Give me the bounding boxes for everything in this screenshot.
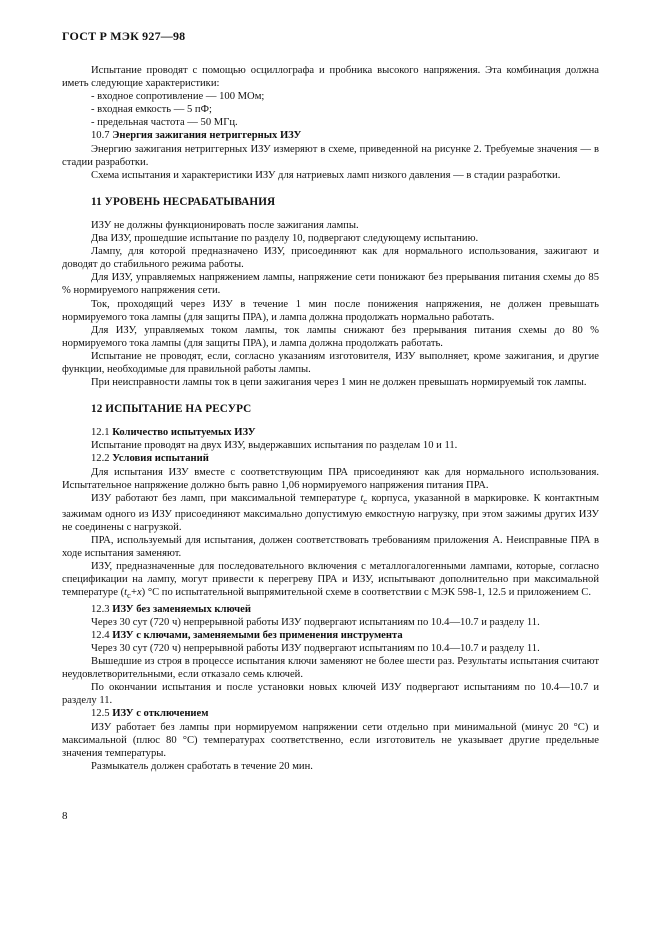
symbol-t: t — [360, 492, 364, 504]
subsection-title: ИЗУ без заменяемых ключей — [112, 603, 251, 615]
paragraph: Испытание не проводят, если, согласно указаниям изготовителя, ИЗУ выполняет, кроме зажигания, и другие функции, необходимые для правильной работы лампы. — [62, 350, 599, 375]
subsection-10-7-heading — [62, 129, 599, 142]
paragraph: Для ИЗУ, управляемых напряжением лампы, напряжение сети понижают без прерывания питания схемы до 85 % нормируемого напряжения сети. — [62, 272, 599, 297]
paragraph: Размыкатель должен сработать в течение 20 мин. — [91, 760, 313, 772]
subsection-12-3-heading — [62, 603, 599, 616]
subsection-title: Условия испытаний — [112, 453, 209, 465]
plus-sign: + — [130, 587, 137, 599]
symbol-t: t — [124, 587, 128, 599]
paragraph: Для испытания ИЗУ вместе с соответствующим ПРА присоединяют как для нормального использования. Испытательное напряжение должно быть равно 1,06 нормируемого напряжения питания ПРА. — [62, 466, 599, 491]
paragraph: Через 30 сут (720 ч) непрерывной работы ИЗУ подвергают испытаниям по 10.4—10.7 и разделу 11. — [91, 642, 540, 654]
subsection-title: Энергия зажигания нетриггерных ИЗУ — [112, 130, 302, 142]
subscript-c: c — [127, 590, 131, 601]
subsection-number: 12.1 — [91, 427, 110, 439]
subsection-12-2-heading — [62, 452, 599, 465]
standard-header: ГОСТ Р МЭК 927—98 — [62, 29, 186, 43]
paragraph: Ток, проходящий через ИЗУ в течение 1 мин после понижения напряжения, не должен превышать нормируемого тока лампы (для защиты ПРА), и лампа должна продолжать нормально работать. — [62, 298, 599, 323]
paragraph — [62, 560, 599, 602]
subscript-c: c — [363, 495, 368, 506]
paragraph: При неисправности лампы ток в цепи зажигания через 1 мин не должен превышать нормируемый ток лампы. — [91, 377, 587, 389]
paragraph: Через 30 сут (720 ч) непрерывной работы ИЗУ подвергают испытаниям по 10.4—10.7 и разделу 11. — [91, 616, 540, 628]
subsection-number: 10.7 — [91, 130, 110, 142]
paragraph: Два ИЗУ, прошедшие испытание по разделу 10, подвергают следующему испытанию. — [91, 233, 479, 245]
page-number: 8 — [62, 810, 68, 822]
subsection-number: 12.5 — [91, 708, 110, 720]
subsection-number: 12.2 — [91, 453, 110, 465]
subsection-title: ИЗУ с отключением — [112, 708, 209, 720]
paragraph: Для ИЗУ, управляемых током лампы, ток лампы снижают без прерывания питания схемы до 80 % нормируемого тока лампы (для защиты ПРА), и лампа должна продолжать работать. — [62, 324, 599, 349]
subsection-12-1-heading — [62, 426, 599, 439]
subsection-title: Количество испытуемых ИЗУ — [112, 427, 256, 439]
paragraph: Испытание проводят с помощью осциллографа и пробника высокого напряжения. Эта комбинация должна иметь следующие характеристики: — [62, 65, 599, 90]
text-run: ИЗУ работают без ламп, при максимальной температуре — [91, 492, 356, 504]
subsection-12-5-heading — [62, 707, 599, 720]
paragraph: Испытание проводят на двух ИЗУ, выдержавших испытания по разделам 10 и 11. — [91, 440, 458, 452]
paragraph — [62, 492, 599, 534]
paragraph: ПРА, используемый для испытания, должен соответствовать требованиям приложения А. Неисправные ПРА в ходе испытания заменяют. — [62, 535, 599, 560]
paragraph: Вышедшие из строя в процессе испытания ключи заменяют не более шести раз. Результаты испытания считают неудовлетворительными, если отказало семь ключей. — [62, 656, 599, 681]
section-12-title: 12 ИСПЫТАНИЕ НА РЕСУРС — [91, 403, 252, 416]
text-run: ИЗУ, предназначенные для последовательного включения с металлогалогенными лампами, которые, согласно спецификации на лампу, могут привести к перегреву ПРА и ИЗУ, испытывают дополнительно при максимальной температуре ( — [62, 561, 599, 599]
list-item: - входное сопротивление — 100 МОм; — [91, 91, 265, 103]
subsection-title: ИЗУ с ключами, заменяемыми без применения инструмента — [112, 629, 403, 641]
text-run: ) °С по испытательной выпрямительной схеме в соответствии с МЭК 598-1, 12.5 и приложением С. — [141, 587, 591, 599]
list-item: - входная емкость — 5 пФ; — [91, 104, 212, 116]
section-11-title: 11 УРОВЕНЬ НЕСРАБАТЫВАНИЯ — [91, 195, 276, 208]
paragraph: Энергию зажигания нетриггерных ИЗУ измеряют в схеме, приведенной на рисунке 2. Требуемые значения — в стадии разработки. — [62, 143, 599, 168]
paragraph: Лампу, для которой предназначено ИЗУ, присоединяют как для нормального использования, зажигают и доводят до стабильного режима работы. — [62, 246, 599, 271]
page-content — [62, 64, 599, 773]
paragraph: ИЗУ не должны функционировать после зажигания лампы. — [91, 219, 359, 231]
paragraph: ИЗУ работает без лампы при нормируемом напряжении сети отдельно при минимальной (минус 20 °С) и максимальной (плюс 80 °С) температурах соответственно, если изготовитель не указывает другие предельные значения температуры. — [62, 721, 599, 759]
symbol-x: x — [136, 587, 142, 599]
subsection-number: 12.3 — [91, 603, 110, 615]
subsection-12-4-heading — [62, 629, 599, 642]
paragraph: По окончании испытания и после установки новых ключей ИЗУ подвергают испытаниям по 10.4—10.7 и разделу 11. — [62, 682, 599, 707]
paragraph: Схема испытания и характеристики ИЗУ для натриевых ламп низкого давления — в стадии разработки. — [91, 169, 561, 181]
list-item: - предельная частота — 50 МГц. — [91, 117, 238, 129]
subsection-number: 12.4 — [91, 629, 110, 641]
text-run: корпуса, указанной в маркировке. К контактным зажимам одного из ИЗУ присоединяют максимально допустимую емкостную нагрузку, при этом зажимы других ИЗУ не соединены с нагрузкой. — [62, 492, 600, 534]
